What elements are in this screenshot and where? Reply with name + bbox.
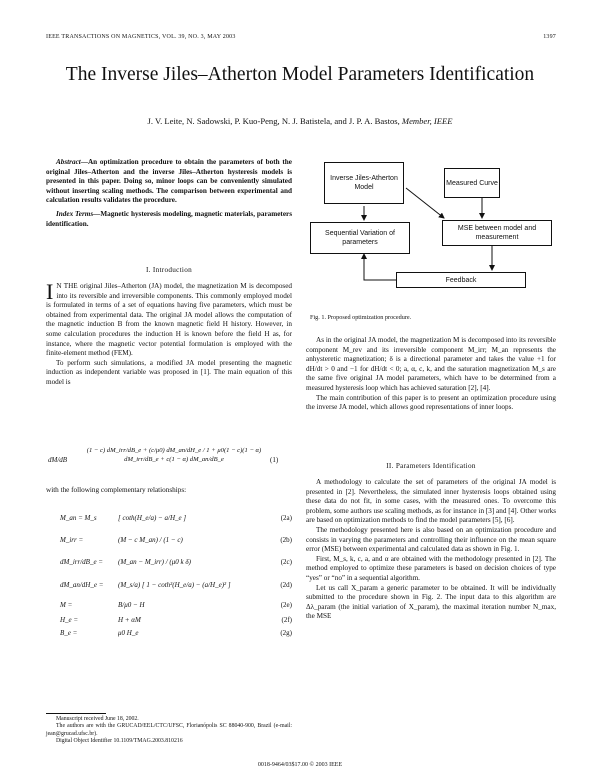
right-paragraph-5: First, M_s, k, c, a, and α are obtained with the methodology presented in [2]. The method employed to optimize these parameters is based on decision choices of type “yes” or “no” in a sequential algorithm. bbox=[306, 554, 556, 582]
eq2e-number: (2e) bbox=[280, 601, 292, 609]
dropcap: I bbox=[46, 279, 54, 304]
right-column-top bbox=[306, 336, 556, 413]
abstract-block bbox=[46, 158, 292, 229]
figure-1-caption: Fig. 1. Proposed optimization procedure. bbox=[310, 314, 412, 321]
eq2a bbox=[46, 508, 292, 530]
index-terms-text: Magnetic hysteresis modeling, magnetic materials, parameters identification. bbox=[46, 209, 292, 228]
eq2f-number: (2f) bbox=[281, 616, 292, 624]
eq2a-rhs: [ coth(H_e/a) − a/H_e ] bbox=[118, 514, 187, 522]
eq2d-lhs: dM_an/dH_e = bbox=[60, 581, 104, 589]
box-measured-curve: Measured Curve bbox=[444, 168, 500, 198]
eq2b-number: (2b) bbox=[280, 536, 292, 544]
abstract-text: An optimization procedure to obtain the parameters of both the original Jiles–Atherton and the inverse Jiles–Atherton hysteresis models is presented in this paper. Doing so, minor loops can be conveniently simulated without inserting scaling methods. The comparison between experimental and calculation results validates the procedure. bbox=[46, 158, 292, 205]
authors-names: J. V. Leite, N. Sadowski, P. Kuo-Peng, N. J. Batistela, and J. P. A. Bastos, bbox=[147, 116, 400, 126]
intro-paragraph-3: with the following complementary relationships: bbox=[46, 486, 187, 494]
section-heading-introduction: I. Introduction bbox=[145, 266, 193, 274]
copyright-line: 0018-9464/03$17.00 © 2003 IEEE bbox=[257, 762, 343, 768]
eq2g bbox=[46, 627, 292, 640]
intro-paragraph-1: N THE original Jiles–Atherton (JA) model, the magnetization M is decomposed into its reversible and irreversible components. This commonly employed model is formulated in terms of a set of equations having five parameters, which must be obtained from experimental data. The original JA model allows the computation of the magnetic induction B from the known magnetic field H history. However, in some calculation procedures the induction H is known before the field H as, for instance, where the magnetic vector potential formulation is employed with the finite-element method (FEM). bbox=[46, 282, 292, 358]
eq2e bbox=[46, 598, 292, 614]
eq2f-rhs: H + αM bbox=[118, 616, 141, 624]
eq2c-rhs: (M_an − M_irr) / (μ0 k δ) bbox=[118, 558, 191, 566]
footnote-affiliation: The authors are with the GRUCAD/EEL/CTC/UFSC, Florianópolis SC 88040-900, Brazil (e-mail: jean@grucad.ufsc.br). bbox=[46, 723, 292, 737]
abstract-label: Abstract— bbox=[56, 158, 88, 166]
eq2d-number: (2d) bbox=[280, 581, 292, 589]
footnote-received: Manuscript received June 18, 2002. bbox=[56, 716, 139, 722]
arrow-inverse-to-mse bbox=[406, 188, 444, 218]
eq2f-lhs: H_e = bbox=[60, 616, 79, 624]
eq2b-lhs: M_irr = bbox=[60, 536, 84, 544]
equation-list bbox=[46, 508, 292, 640]
arrow-feedback-to-seq bbox=[364, 254, 396, 280]
right-paragraph-4: The methodology presented here is also based on an optimization procedure and consists in varying the parameters and controlling their influence on the mean square error (MSE) between experimental and calculated data as shown in Fig. 1. bbox=[306, 525, 556, 554]
section-heading-parameters: II. Parameters Identification bbox=[386, 462, 476, 470]
right-paragraph-3: A methodology to calculate the set of parameters of the original JA model is presented in [2]. Nevertheless, the simulated inner hysteresis loops obtained using these data do not fit, in some cases, with the measured ones. To overcome this problem, some authors use scaling methods, as for instance in [3] and [4]. Other works are based on optimization methods to find the model parameters [5], [6]. bbox=[306, 478, 556, 525]
eq2b bbox=[46, 530, 292, 552]
eq1-number: (1) bbox=[270, 456, 279, 464]
eq2e-lhs: M = bbox=[60, 601, 73, 609]
authors-suffix: Member, IEEE bbox=[401, 116, 453, 126]
box-sequential-variation: Sequential Variation of parameters bbox=[310, 222, 410, 254]
eq2a-number: (2a) bbox=[280, 514, 292, 522]
eq2g-number: (2g) bbox=[280, 629, 292, 637]
eq2g-lhs: B_e = bbox=[60, 629, 78, 637]
eq2c bbox=[46, 552, 292, 574]
eq2f bbox=[46, 614, 292, 627]
right-paragraph-2: The main contribution of this paper is to present an optimization procedure using the inverse JA model, which allows good representations of inner loops. bbox=[306, 393, 556, 412]
eq2g-rhs: μ0 H_e bbox=[118, 629, 139, 637]
eq2c-number: (2c) bbox=[280, 558, 292, 566]
box-inverse-ja-model: Inverse Jiles-Atherton Model bbox=[324, 162, 404, 204]
index-terms-label: Index Terms— bbox=[56, 209, 101, 218]
intro-paragraph-2: To perform such simulations, a modified JA model presenting the magnetic induction as independent variable was proposed in [1]. The main equation of this model is bbox=[46, 358, 292, 386]
figure-1 bbox=[306, 154, 556, 304]
footnotes bbox=[46, 716, 292, 746]
intro-body bbox=[46, 279, 292, 388]
page-number: 1397 bbox=[543, 34, 556, 40]
eq1-lhs: dM/dB bbox=[48, 456, 68, 464]
eq2a-lhs: M_an = M_s bbox=[60, 514, 97, 522]
eq2e-rhs: B/μ0 − H bbox=[118, 601, 145, 609]
paper-title: The Inverse Jiles–Atherton Model Parameters Identification bbox=[65, 64, 535, 85]
eq2d bbox=[46, 574, 292, 598]
footnote-rule bbox=[46, 713, 106, 714]
eq2b-rhs: (M − c M_an) / (1 − c) bbox=[118, 536, 183, 544]
box-mse: MSE between model and measurement bbox=[442, 220, 552, 246]
author-list bbox=[40, 116, 560, 126]
eq2c-lhs: dM_irr/dB_e = bbox=[60, 558, 104, 566]
footnote-doi: Digital Object Identifier 10.1109/TMAG.2003.810216 bbox=[56, 738, 183, 745]
running-header: IEEE TRANSACTIONS ON MAGNETICS, VOL. 39, NO. 3, MAY 2003 bbox=[46, 34, 236, 40]
eq2d-rhs: (M_s/a) [ 1 − coth²(H_e/a) − (a/H_e)² ] bbox=[118, 581, 231, 589]
right-column-body bbox=[306, 478, 556, 622]
right-paragraph-1: As in the original JA model, the magnetization M is decomposed into its reversible component M_rev and its irreversible component M_irr; M_an represents the anhysteretic magnetization; δ is a directional parameter and takes the value +1 for dH/dt > 0 and −1 for dH/dt < 0; a, α, c, k, and the saturation magnetization M_s are the same five original JA model parameters, which have to be determined from a measured hysteresis loop which has achieved saturation [2], [4]. bbox=[306, 336, 556, 392]
right-paragraph-6: Let us call X_param a generic parameter to be obtained. It will be individually submitted to the procedure shown in Fig. 2. The input data to this algorithm are Δλ_param (the initial variation of X_param), the maximal iteration number N_max, the MSE bbox=[306, 583, 556, 621]
box-feedback: Feedback bbox=[396, 272, 526, 288]
eq1-rhs: (1 − c) dM_irr/dB_e + (c/μ0) dM_an/dH_e / 1 + μ0(1 − c)(1 − α) dM_irr/dB_e + c(1 − α) dM_an/dB_e bbox=[86, 447, 262, 463]
